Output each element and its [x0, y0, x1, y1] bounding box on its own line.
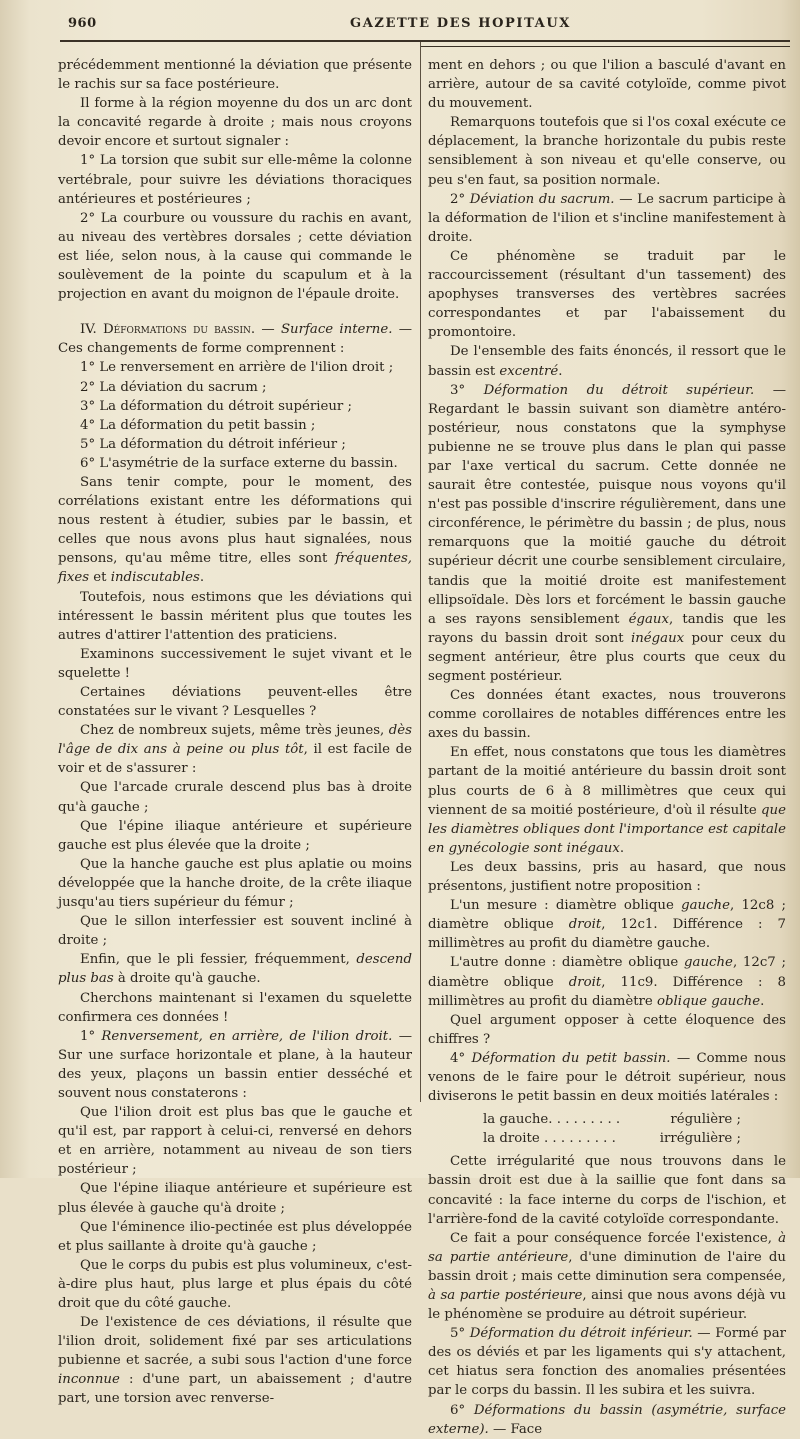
paragraph-text: — Comme nous venons de le faire pour le détroit supérieur, nous diviserons le petit bassin en deux moitiés latérales :: [428, 1050, 786, 1105]
paragraph-text: Enfin, que le pli fessier, fréquemment,: [80, 952, 357, 968]
paragraph-text: — Ces changements de forme comprennent :: [58, 322, 412, 357]
paragraph: Toutefois, nous estimons que les déviations qui intéressent le bassin méritent plus que toutes les autres d'attirer l'attention des praticiens.: [58, 589, 412, 643]
paragraph: [428, 743, 786, 858]
paragraph: Que l'ilion droit est plus bas que le gauche et qu'il est, par rapport à celui-ci, renversé en dehors et en arrière, notamment au niveau de son tiers postérieur ;: [58, 1105, 412, 1178]
list-item: 3° La déformation du détroit supérieur ;: [80, 398, 352, 414]
list-item: 2° La déviation du sacrum ;: [80, 379, 267, 395]
paragraph-text: : d'une part, un abaissement ; d'autre part, une torsion avec renverse-: [58, 1372, 412, 1407]
italic-text: égaux: [628, 611, 669, 627]
list-item: 5° La déformation du détroit inférieur ;: [80, 436, 346, 452]
paragraph-text: , il est facile de voir et de s'assurer :: [58, 742, 412, 777]
paragraph: Que l'épine iliaque antérieure et supérieure gauche est plus élevée que la droite ;: [58, 818, 412, 853]
paragraph-text: , d'une diminution de l'aire du bassin droit ; mais cette diminution sera compensée,: [428, 1249, 786, 1284]
paragraph-text: 5°: [450, 1326, 470, 1342]
italic-text: droit: [568, 917, 602, 933]
paragraph-text: et: [89, 570, 111, 586]
separator: —: [255, 322, 281, 338]
paragraph: [58, 721, 412, 778]
paragraph: Les deux bassins, pris au hasard, que nous présentons, justifient notre proposition :: [428, 859, 786, 895]
paragraph-text: En effet, nous constatons que tous les diamètres partant de la moitié antérieure du bassin droit sont plus courts de 6 à 8 millimètres que ceux qui viennent de sa moitié postérieure, d'où il résulte: [428, 745, 786, 818]
paragraph-text: — Regardant le bassin suivant son diamètre antéro-postérieur, nous constatons que la symphyse pubienne ne se trouve plus dans le plan qui passe par l'axe vertical du sacrum. Cette donnée ne saurait être contestée, puisque nous voyons qu'il n'est pas possible d'inscrire régulièrement, dans une circonférence, le périmètre du bassin ; de plus, nous remarquons que la moitié gauche du détroit supérieur décrit une courbe sensiblement circulaire, tandis que la moitié droite est manifestement ellipsoïdale. Dès lors et forcément le bassin gauche a ses rayons sensiblement: [428, 382, 786, 627]
paragraph: [428, 1401, 786, 1439]
paragraph-text: , 12c7 ; diamètre oblique: [428, 955, 786, 990]
paragraph-text: , tandis que les rayons du bassin droit sont: [428, 611, 786, 646]
paragraph-text: , ainsi que nous avons déjà vu le phénomène se produire au détroit supérieur.: [428, 1288, 786, 1323]
paragraph: [428, 1229, 786, 1324]
paragraph-text: , 12c8 ; diamètre oblique: [428, 898, 786, 933]
italic-text: inconnue: [58, 1372, 120, 1388]
italic-text: Déformation du détroit inférieur.: [469, 1326, 693, 1342]
paragraph: [428, 953, 786, 1010]
paragraph-text: — Le sacrum participe à la déformation de l'ilion et s'incline manifestement à droite.: [428, 191, 786, 245]
paragraph-text: pour ceux du segment antérieur, être plus courts que ceux du segment postérieur.: [428, 630, 786, 684]
paragraph: précédemment mentionné la déviation que présente le rachis sur sa face postérieure.: [58, 58, 412, 93]
pelvis-side: la droite . . . . . . . . .: [483, 1131, 616, 1147]
paragraph: Ces données étant exactes, nous trouverons comme corollaires de notables différences entre les axes du bassin.: [428, 688, 786, 742]
italic-text: droit: [568, 974, 602, 990]
paragraph-text: 4°: [450, 1050, 472, 1066]
paragraph: [58, 950, 412, 988]
paragraph-text: Ce fait a pour conséquence forcée l'existence,: [450, 1230, 779, 1246]
paragraph-text: L'un mesure : diamètre oblique: [450, 898, 682, 914]
page-header: [60, 16, 790, 38]
pelvis-side-row: [428, 1110, 786, 1129]
italic-text: à sa partie postérieure: [428, 1288, 583, 1303]
paragraph: [428, 342, 786, 380]
paragraph: [428, 1049, 786, 1106]
italic-text: gauche: [684, 955, 733, 971]
paragraph: Que le corps du pubis est plus volumineux, c'est-à-dire plus haut, plus large et plus épais du côté droit que du côté gauche.: [58, 1257, 412, 1311]
paragraph: [428, 381, 786, 687]
paragraph-text: 6°: [450, 1402, 474, 1418]
section-heading-paragraph: [58, 320, 412, 358]
section-subheading: Surface interne.: [280, 322, 393, 338]
paragraph: Que la hanche gauche est plus aplatie ou moins développée que la hanche droite, de la crête iliaque jusqu'au tiers supérieur du fémur ;: [58, 856, 412, 911]
paragraph-text: à droite qu'à gauche.: [113, 971, 261, 987]
paragraph-text: .: [619, 840, 625, 856]
paragraph-text: .: [760, 993, 765, 1009]
paragraph-text: — Sur une surface horizontale et plane, à la hauteur des yeux, plaçons un bassin entier desséché et souvent nous constaterons :: [58, 1028, 412, 1101]
paragraph: Cherchons maintenant si l'examen du squelette confirmera ces données !: [58, 990, 412, 1025]
list-item: 1° Le renversement en arrière de l'ilion droit ;: [80, 360, 394, 376]
pelvis-side-row: [428, 1129, 786, 1148]
paragraph: Il forme à la région moyenne du dos un arc dont la concavité regarde à droite ; mais nous croyons devoir encore et surtout signaler :: [58, 96, 412, 150]
paragraph: 2° La courbure ou voussure du rachis en avant, au niveau des vertèbres dorsales ; cette déviation est liée, selon nous, à la cause qui commande le soulèvement de la pointe du scapulum et à la projection en avant du moignon de l'épaule droite.: [58, 210, 412, 303]
paragraph: Que l'épine iliaque antérieure et supérieure est plus élevée à gauche qu'à droite ;: [58, 1181, 412, 1216]
paragraph: Quel argument opposer à cette éloquence des chiffres ?: [428, 1012, 786, 1047]
paragraph: Que le sillon interfessier est souvent incliné à droite ;: [58, 914, 412, 949]
italic-text: inégaux: [630, 630, 685, 646]
paragraph: Que l'arcade crurale descend plus bas à droite qu'à gauche ;: [58, 780, 412, 815]
paragraph: ment en dehors ; ou que l'ilion a basculé d'avant en arrière, autour de sa cavité cotyloïde, comme pivot du mouvement.: [428, 58, 786, 112]
header-rule-secondary: [420, 46, 790, 47]
paragraph: Certaines déviations peuvent-elles être constatées sur le vivant ? Lesquelles ?: [58, 685, 412, 720]
italic-text: Déformations du bassin (asymétrie, surface externe).: [428, 1402, 787, 1437]
italic-text: Renversement, en arrière, de l'ilion droit.: [101, 1028, 393, 1044]
right-column: [428, 56, 786, 1439]
journal-title: GAZETTE DES HOPITAUX: [350, 16, 571, 31]
italic-text: dès l'âge de dix ans à peine ou plus tôt: [58, 723, 412, 758]
paragraph: Ce phénomène se traduit par le raccourcissement (résultant d'un tassement) des apophyses transverses des vertèbres sacrées correspondantes et par l'abaissement du promontoire.: [428, 248, 786, 341]
paragraph: Que l'éminence ilio-pectinée est plus développée et plus saillante à droite qu'à gauche ;: [58, 1219, 412, 1254]
paragraph-text: , 11c9. Différence : 8 millimètres au profit du diamètre: [428, 974, 786, 1009]
column-divider: [420, 42, 421, 1102]
paragraph: [58, 1027, 412, 1103]
left-column: [58, 56, 412, 1409]
list-item: 4° La déformation du petit bassin ;: [80, 417, 316, 433]
italic-text: descend plus bas: [58, 952, 412, 987]
paragraph: [428, 190, 786, 247]
italic-text: oblique gauche: [657, 993, 761, 1009]
paragraph: Remarquons toutefois que si l'os coxal exécute ce déplacement, la branche horizontale du pubis reste sensiblement à son niveau et qu'elle conserve, ou peu s'en faut, sa position normale.: [428, 115, 786, 188]
paragraph-text: 3°: [450, 382, 484, 398]
pelvis-side: la gauche. . . . . . . . .: [483, 1112, 621, 1128]
paragraph-text: .: [199, 570, 205, 586]
italic-text: excentré: [499, 363, 559, 379]
paragraph-text: Chez de nombreux sujets, même très jeunes,: [80, 723, 389, 739]
paragraph: [58, 1313, 412, 1408]
italic-text: Déformation du détroit supérieur.: [483, 382, 755, 398]
italic-text: que les diamètres obliques dont l'importance est capitale en gynécologie sont inégaux: [428, 802, 786, 856]
pelvis-state: irrégulière ;: [659, 1131, 741, 1147]
pelvis-state: régulière ;: [670, 1112, 741, 1128]
italic-text: Déviation du sacrum.: [469, 191, 615, 207]
paragraph: 1° La torsion que subit sur elle-même la colonne vertébrale, pour suivre les déviations thoraciques antérieures et postérieures ;: [58, 153, 412, 207]
page-number: 960: [68, 16, 97, 31]
italic-text: fréquentes, fixes: [58, 551, 412, 586]
paragraph-text: , 12c1. Différence : 7 millimètres au profit du diamètre gauche.: [428, 917, 786, 952]
paragraph-text: 2°: [450, 191, 470, 207]
paragraph-text: De l'ensemble des faits énoncés, il ressort que le bassin est: [428, 344, 786, 379]
section-heading: IV. Déformations du bassin.: [80, 322, 256, 338]
paragraph: Cette irrégularité que nous trouvons dans le bassin droit est due à la saillie que font dans sa concavité : la face interne du corps de l'ischion, et l'arrière-fond de la cavité cotyloïde correspondante.: [428, 1154, 786, 1227]
paragraph-text: — Face: [488, 1421, 543, 1437]
paragraph: [428, 896, 786, 953]
list-item: 6° L'asymétrie de la surface externe du bassin.: [80, 455, 398, 471]
paragraph-text: 1°: [80, 1028, 102, 1044]
paragraph-text: L'autre donne : diamètre oblique: [450, 955, 685, 971]
italic-text: gauche: [681, 898, 730, 914]
paragraph: Examinons successivement le sujet vivant et le squelette !: [58, 646, 412, 681]
italic-text: Déformation du petit bassin.: [471, 1050, 671, 1066]
paragraph-text: De l'existence de ces déviations, il résulte que l'ilion droit, solidement fixé par ses articulations pubienne et sacrée, a subi sous l'action d'une force: [58, 1315, 412, 1369]
italic-text: indiscutables: [110, 570, 200, 586]
paragraph: [428, 1324, 786, 1400]
paragraph-text: — Formé par des os déviés et par les ligaments qui s'y attachent, cet hiatus sera fonction des anomalies présentées par le corps du bassin. Il les subira et les suivra.: [428, 1326, 786, 1399]
paragraph-text: Sans tenir compte, pour le moment, des corrélations existant entre les déformations qui nous restent à étudier, subies par le bassin, et celles que nous avons plus haut signalées, nous pensons, qu'au même titre, elles sont: [58, 474, 412, 567]
paragraph-text: .: [558, 363, 563, 379]
italic-text: à sa partie antérieure: [428, 1230, 786, 1265]
header-rule: [60, 40, 790, 42]
paragraph: [58, 473, 412, 588]
